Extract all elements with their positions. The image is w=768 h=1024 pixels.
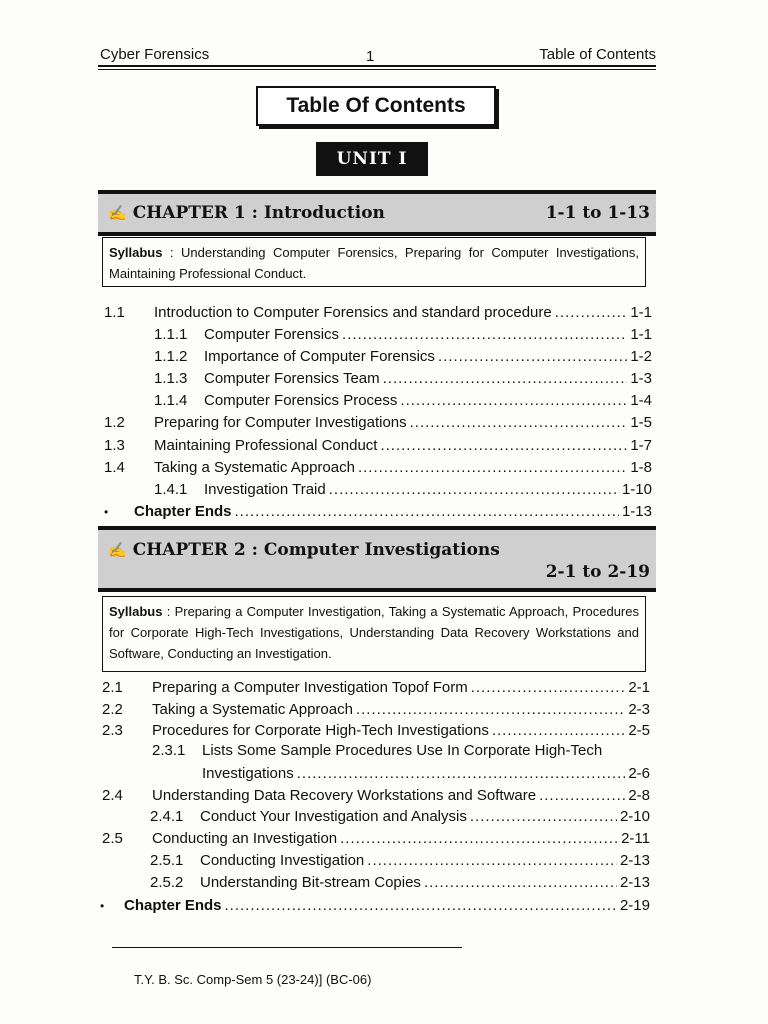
syllabus-text: Preparing a Computer Investigation, Taking a Systematic Approach, Procedures for Corporate High-Tech Investigations, Understanding Data Recovery Workstations and Software, Conducting an Investigation. xyxy=(109,604,639,661)
chapter-2-banner xyxy=(98,526,656,592)
leader-dots xyxy=(555,302,628,324)
toc-entry-number: 1.1 xyxy=(104,304,125,321)
leader-dots xyxy=(235,501,619,523)
toc-entry xyxy=(102,828,650,850)
toc-entry-title: Conducting an Investigation xyxy=(152,830,338,847)
toc-entry-page: 2-19 xyxy=(619,897,650,914)
bullet-icon: • xyxy=(104,505,109,519)
toc-entry-page: 1-10 xyxy=(621,481,652,498)
leader-dots xyxy=(471,677,626,699)
toc-entry-number: 2.2 xyxy=(102,701,123,718)
leader-dots xyxy=(367,850,617,872)
chapter-1-title: CHAPTER 1 : Introduction xyxy=(132,203,385,223)
toc-entry-number: 2.5.1 xyxy=(150,852,184,869)
toc-entry xyxy=(154,390,652,412)
toc-entry-title: Conduct Your Investigation and Analysis xyxy=(200,808,467,825)
leader-dots xyxy=(400,390,627,412)
toc-entry-title: Taking a Systematic Approach xyxy=(152,701,353,718)
chapter-ends-entry xyxy=(104,501,652,523)
toc-entry-number: 2.4.1 xyxy=(150,808,184,825)
toc-entry-number: 1.1.3 xyxy=(154,370,188,387)
toc-entry-number: 2.1 xyxy=(102,679,123,696)
toc-entry-page: 2-13 xyxy=(619,874,650,891)
toc-entry-number: 2.4 xyxy=(102,787,123,804)
toc-entry-page: 2-6 xyxy=(628,765,650,782)
toc-entry-page: 2-13 xyxy=(619,852,650,869)
toc-entry-title: Taking a Systematic Approach xyxy=(154,459,355,476)
toc-entry-title: Procedures for Corporate High-Tech Investigations xyxy=(152,722,489,739)
toc-entry xyxy=(102,720,650,742)
leader-dots xyxy=(410,412,628,434)
toc-entry-number: 2.5 xyxy=(102,830,123,847)
toc-entry-title-cont: Investigations xyxy=(202,765,294,782)
page-title: Table Of Contents xyxy=(256,86,496,126)
toc-entry-title: Chapter Ends xyxy=(124,897,222,914)
toc-entry-page: 2-10 xyxy=(619,808,650,825)
toc-entry-page: 1-8 xyxy=(630,459,652,476)
header-book-title: Cyber Forensics xyxy=(100,46,210,63)
toc-entry xyxy=(104,457,652,479)
footer-rule xyxy=(112,947,462,948)
chapter-1-banner xyxy=(98,190,656,236)
leader-dots xyxy=(329,479,619,501)
toc-entry-number: 1.2 xyxy=(104,414,125,431)
toc-entry-title: Introduction to Computer Forensics and standard procedure xyxy=(154,304,552,321)
toc-entry xyxy=(152,740,650,762)
toc-entry-page: 2-3 xyxy=(628,701,650,718)
toc-entry xyxy=(150,806,650,828)
toc-entry xyxy=(150,850,650,872)
leader-dots xyxy=(438,346,627,368)
toc-entry-number: 1.1.2 xyxy=(154,348,188,365)
toc-entry-title: Investigation Traid xyxy=(204,481,326,498)
leader-dots xyxy=(356,699,625,721)
toc-entry-number: 2.3 xyxy=(102,722,123,739)
toc-entry-number: 1.3 xyxy=(104,437,125,454)
toc-entry-title: Conducting Investigation xyxy=(200,852,365,869)
toc-entry-title: Preparing for Computer Investigations xyxy=(154,414,407,431)
toc-entry xyxy=(104,302,652,324)
toc-entry xyxy=(154,479,652,501)
toc-entry-page: 2-8 xyxy=(628,787,650,804)
syllabus-label: Syllabus xyxy=(109,245,163,260)
toc-entry-title: Computer Forensics xyxy=(204,326,340,343)
leader-dots xyxy=(358,457,627,479)
toc-entry-title: Computer Forensics Team xyxy=(204,370,380,387)
toc-entry-title: Lists Some Sample Procedures Use In Corporate High-Tech xyxy=(202,742,603,759)
toc-entry-number: 1.1.1 xyxy=(154,326,188,343)
toc-entry xyxy=(102,699,650,721)
toc-entry xyxy=(154,346,652,368)
toc-entry-page: 2-11 xyxy=(621,830,650,847)
syllabus-label: Syllabus xyxy=(109,604,163,619)
leader-dots xyxy=(424,872,617,894)
toc-entry xyxy=(102,677,650,699)
toc-entry xyxy=(154,368,652,390)
toc-entry-number: 1.4.1 xyxy=(154,481,188,498)
toc-entry-page: 1-1 xyxy=(630,304,652,321)
chapter-ends-entry xyxy=(100,895,650,917)
pen-hand-icon: ✍ xyxy=(108,204,127,222)
toc-entry-title: Understanding Bit-stream Copies xyxy=(200,874,421,891)
pen-hand-icon: ✍ xyxy=(108,541,127,559)
chapter-2-range: 2-1 to 2-19 xyxy=(545,562,650,582)
leader-dots xyxy=(297,763,626,785)
leader-dots xyxy=(225,895,617,917)
chapter-2-syllabus: Syllabus : Preparing a Computer Investigation, Taking a Systematic Approach, Procedures for Corporate High-Tech Investigations, Understanding Data Recovery Workstations and Software, Conducting an Investigation. xyxy=(102,596,646,672)
leader-dots xyxy=(380,435,627,457)
toc-entry-title: Maintaining Professional Conduct xyxy=(154,437,378,454)
toc-entry-page: 1-4 xyxy=(630,392,652,409)
toc-entry-title: Preparing a Computer Investigation Topof Form xyxy=(152,679,468,696)
toc-entry-title: Importance of Computer Forensics xyxy=(204,348,435,365)
toc-entry xyxy=(102,785,650,807)
leader-dots xyxy=(383,368,628,390)
chapter-1-range: 1-1 to 1-13 xyxy=(545,203,650,223)
toc-entry-page: 1-5 xyxy=(630,414,652,431)
toc-entry-continuation xyxy=(202,763,650,785)
toc-entry-page: 1-3 xyxy=(630,370,652,387)
leader-dots xyxy=(470,806,617,828)
leader-dots xyxy=(539,785,625,807)
chapter-1-syllabus: Syllabus : Understanding Computer Forensics, Preparing for Computer Investigations, Maintaining Professional Conduct. xyxy=(102,237,646,287)
header-page-number: 1 xyxy=(366,48,375,65)
toc-entry xyxy=(104,412,652,434)
toc-entry xyxy=(154,324,652,346)
toc-entry-number: 1.1.4 xyxy=(154,392,188,409)
toc-entry-number: 2.5.2 xyxy=(150,874,184,891)
unit-label: UNIT I xyxy=(316,142,428,176)
page-footer: T.Y. B. Sc. Comp-Sem 5 (23-24)] (BC-06) xyxy=(134,972,372,987)
header-rule-thin xyxy=(98,69,656,70)
toc-entry-page: 2-5 xyxy=(628,722,650,739)
syllabus-text: Understanding Computer Forensics, Preparing for Computer Investigations, Maintaining Professional Conduct. xyxy=(109,245,639,281)
toc-entry-page: 2-1 xyxy=(628,679,650,696)
toc-entry-number: 2.3.1 xyxy=(152,742,186,759)
toc-entry-title: Chapter Ends xyxy=(134,503,232,520)
toc-entry-title: Understanding Data Recovery Workstations and Software xyxy=(152,787,537,804)
header-section-title: Table of Contents xyxy=(539,46,656,63)
chapter-2-title: CHAPTER 2 : Computer Investigations xyxy=(132,540,500,560)
toc-entry-page: 1-2 xyxy=(630,348,652,365)
toc-entry-page: 1-13 xyxy=(621,503,652,520)
toc-entry-page: 1-1 xyxy=(630,326,652,343)
leader-dots xyxy=(492,720,625,742)
toc-entry-title: Computer Forensics Process xyxy=(204,392,398,409)
toc-entry xyxy=(104,435,652,457)
header-rule xyxy=(98,65,656,67)
toc-entry-number: 1.4 xyxy=(104,459,125,476)
leader-dots xyxy=(340,828,618,850)
toc-entry-page: 1-7 xyxy=(630,437,652,454)
running-header xyxy=(100,44,656,66)
toc-entry xyxy=(150,872,650,894)
bullet-icon: • xyxy=(100,899,105,913)
leader-dots xyxy=(342,324,627,346)
